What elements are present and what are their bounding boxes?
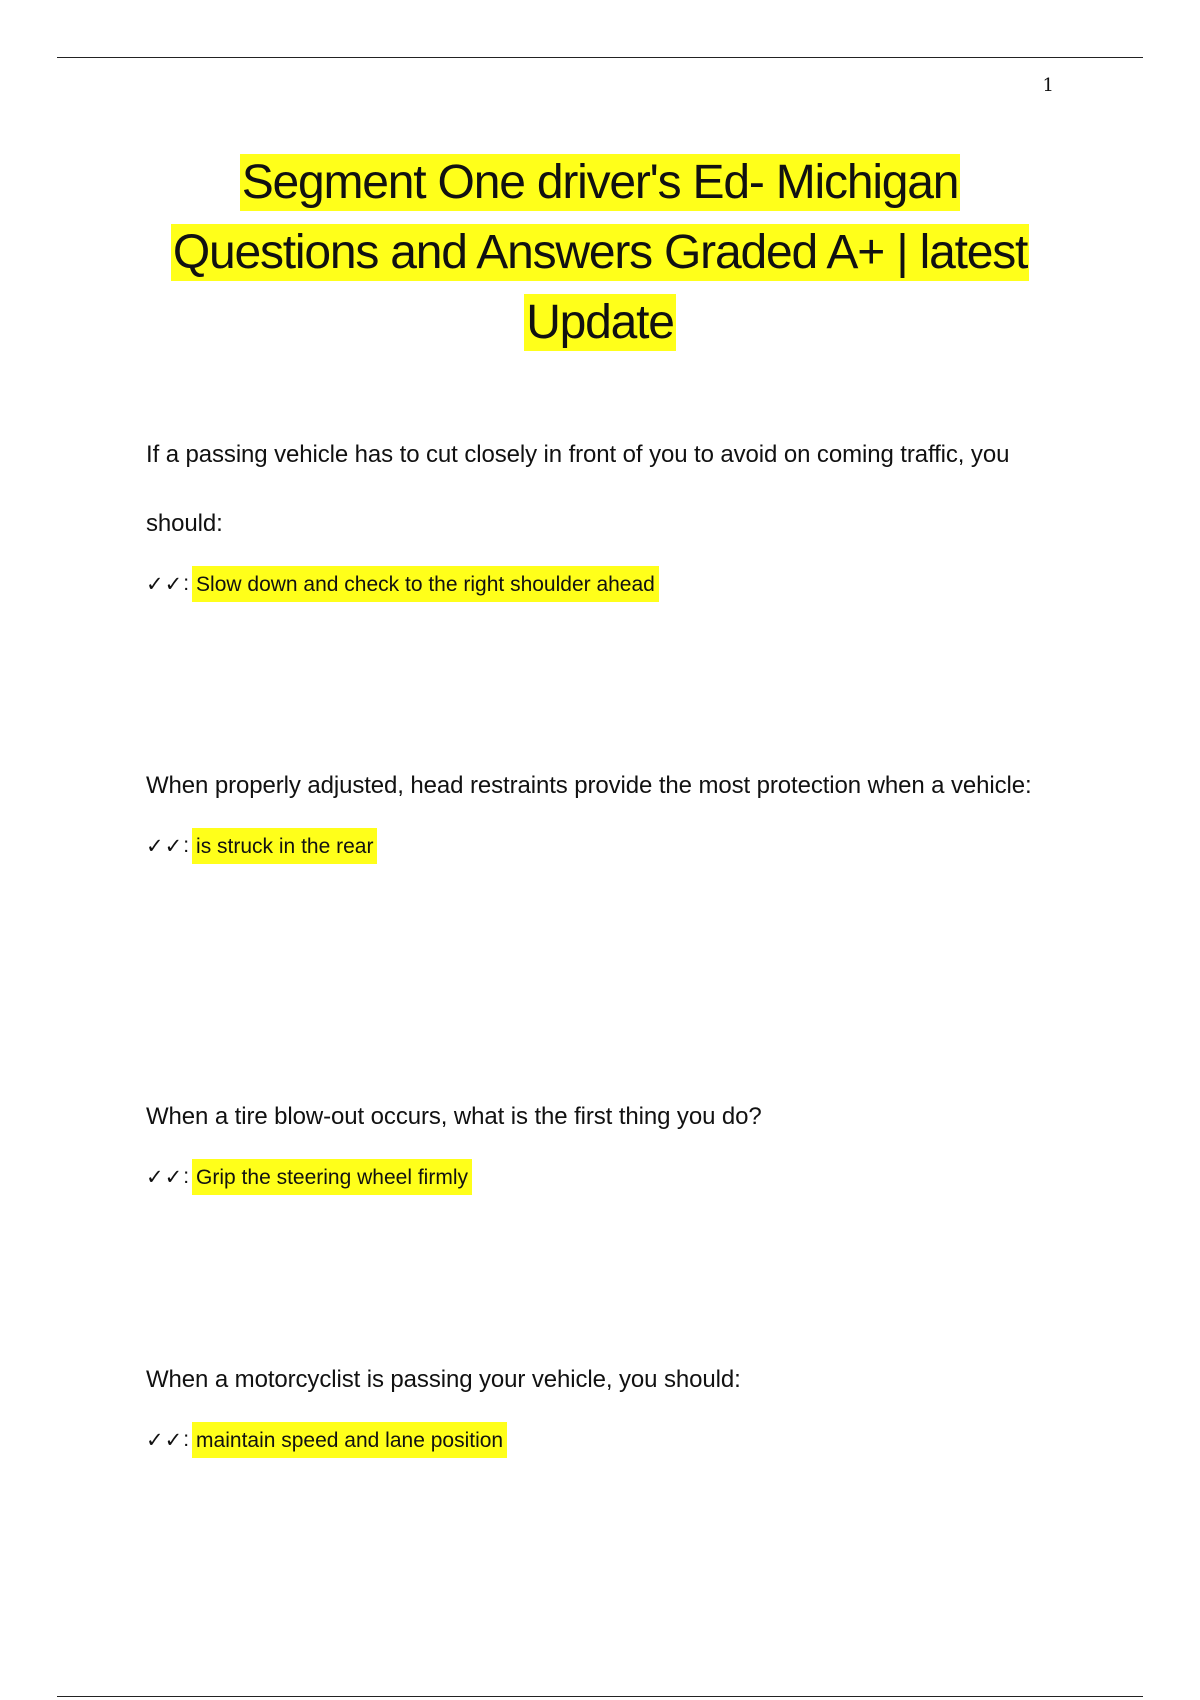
qa-item xyxy=(146,751,1066,864)
document-title xyxy=(100,148,1100,358)
double-check-icon: ✓✓ xyxy=(146,834,184,858)
title-line-3: Update xyxy=(526,296,674,349)
answer-row xyxy=(146,1422,1066,1458)
page-number: 1 xyxy=(1042,75,1054,96)
question-text: When properly adjusted, head restraints provide the most protection when a vehicle: xyxy=(146,772,1032,799)
answer-row xyxy=(146,1159,1066,1195)
question-text: If a passing vehicle has to cut closely in front of you to avoid on coming traffic, you should: xyxy=(146,441,1010,537)
qa-item xyxy=(146,420,1066,602)
answer-text: maintain speed and lane position xyxy=(192,1422,507,1458)
double-check-icon: ✓✓ xyxy=(146,572,184,596)
title-line-2: Questions and Answers Graded A+ | latest xyxy=(172,226,1028,279)
double-check-icon: ✓✓ xyxy=(146,1428,184,1452)
answer-text: Slow down and check to the right shoulder ahead xyxy=(192,566,659,602)
title-line-1: Segment One driver's Ed- Michigan xyxy=(241,156,959,209)
footer-rule xyxy=(57,1696,1143,1697)
question-text: When a tire blow-out occurs, what is the first thing you do? xyxy=(146,1103,762,1130)
answer-separator: : xyxy=(183,834,190,857)
answer-text: Grip the steering wheel firmly xyxy=(192,1159,472,1195)
answer-separator: : xyxy=(183,1428,190,1451)
question-text: When a motorcyclist is passing your vehicle, you should: xyxy=(146,1366,741,1393)
double-check-icon: ✓✓ xyxy=(146,1165,184,1189)
qa-item xyxy=(146,1345,1066,1458)
answer-row xyxy=(146,566,1066,602)
header-rule xyxy=(57,57,1143,58)
answer-row xyxy=(146,828,1066,864)
answer-text: is struck in the rear xyxy=(192,828,377,864)
answer-separator: : xyxy=(183,572,190,595)
qa-item xyxy=(146,1082,1066,1195)
answer-separator: : xyxy=(183,1165,190,1188)
